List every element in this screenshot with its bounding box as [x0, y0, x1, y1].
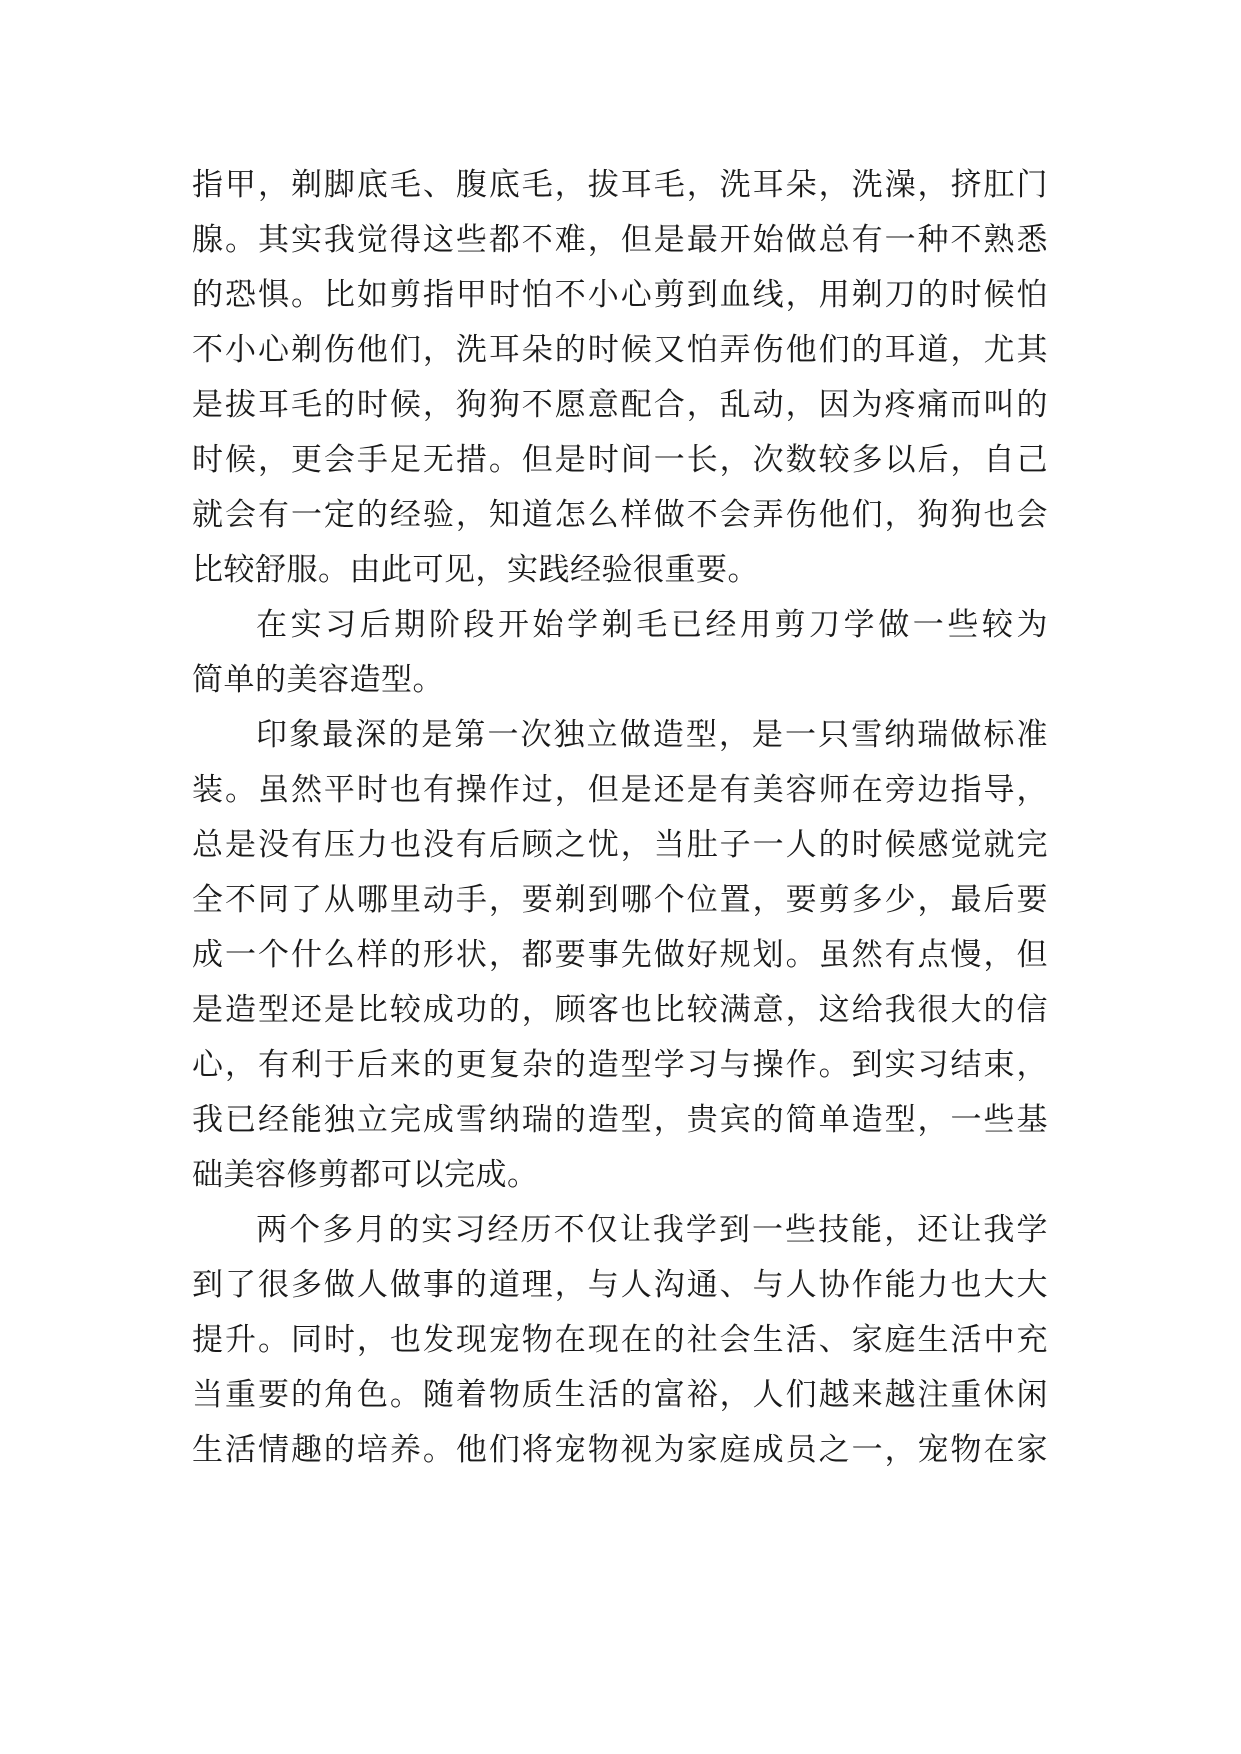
text-line: 印象最深的是第一次独立做造型，是一只雪纳瑞做标准	[256, 717, 1048, 753]
text-line: 当重要的角色。随着物质生活的富裕，人们越来越注重休闲	[192, 1377, 1048, 1413]
text-line: 简单的美容造型。	[192, 662, 444, 698]
text-line: 是拔耳毛的时候，狗狗不愿意配合，乱动，因为疼痛而叫的	[192, 387, 1048, 423]
body-text	[192, 158, 1048, 1478]
text-line: 生活情趣的培养。他们将宠物视为家庭成员之一，宠物在家	[192, 1432, 1048, 1468]
text-line: 在实习后期阶段开始学剃毛已经用剪刀学做一些较为	[256, 607, 1048, 643]
text-line: 是造型还是比较成功的，顾客也比较满意，这给我很大的信	[192, 992, 1048, 1028]
text-line: 总是没有压力也没有后顾之忧，当肚子一人的时候感觉就完	[192, 827, 1048, 863]
text-line: 成一个什么样的形状，都要事先做好规划。虽然有点慢，但	[192, 937, 1048, 973]
text-line: 不小心剃伤他们，洗耳朵的时候又怕弄伤他们的耳道，尤其	[192, 332, 1048, 368]
text-line: 指甲，剃脚底毛、腹底毛，拔耳毛，洗耳朵，洗澡，挤肛门	[192, 167, 1048, 203]
paragraph	[192, 158, 1048, 598]
text-line: 到了很多做人做事的道理，与人沟通、与人协作能力也大大	[192, 1267, 1048, 1303]
text-line: 提升。同时，也发现宠物在现在的社会生活、家庭生活中充	[192, 1322, 1048, 1358]
text-line: 我已经能独立完成雪纳瑞的造型，贵宾的简单造型，一些基	[192, 1102, 1048, 1138]
text-line: 装。虽然平时也有操作过，但是还是有美容师在旁边指导，	[192, 772, 1048, 808]
text-line: 全不同了从哪里动手，要剃到哪个位置，要剪多少，最后要	[192, 882, 1048, 918]
paragraph	[192, 708, 1048, 1203]
text-line: 时候，更会手足无措。但是时间一长，次数较多以后，自己	[192, 442, 1048, 478]
text-line: 心，有利于后来的更复杂的造型学习与操作。到实习结束，	[192, 1047, 1048, 1083]
text-line: 就会有一定的经验，知道怎么样做不会弄伤他们，狗狗也会	[192, 497, 1048, 533]
paragraph	[192, 598, 1048, 708]
paragraph	[192, 1203, 1048, 1478]
text-line: 础美容修剪都可以完成。	[192, 1157, 539, 1193]
text-line: 比较舒服。由此可见，实践经验很重要。	[192, 552, 759, 588]
text-line: 两个多月的实习经历不仅让我学到一些技能，还让我学	[256, 1212, 1048, 1248]
text-line: 的恐惧。比如剪指甲时怕不小心剪到血线，用剃刀的时候怕	[192, 277, 1048, 313]
text-line: 腺。其实我觉得这些都不难，但是最开始做总有一种不熟悉	[192, 222, 1048, 258]
